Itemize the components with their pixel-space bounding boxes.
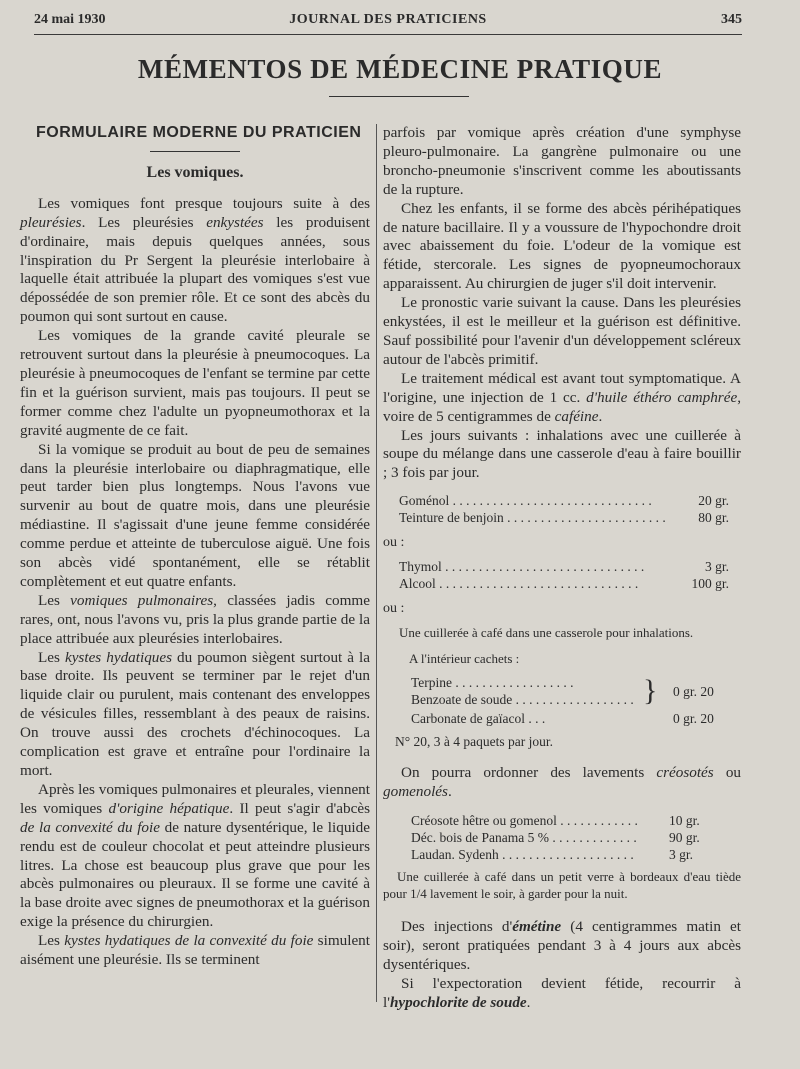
- prescription-line: Teinture de benjoin . . . 80 gr.: [399, 510, 741, 527]
- enema-line: Déc. bois de Panama 5 % . . . 90 gr.: [411, 829, 741, 846]
- title-rule: [329, 96, 469, 97]
- paragraph: Des injections d'émétine (4 centigrammes matin et soir), seront pratiquées pendant 3 à 4 jours aux abcès dysentériques.: [383, 918, 741, 973]
- paragraph: Chez les enfants, il se forme des abcès périhépatiques de nature bacillaire. Il y a voussure de l'hypochondre droit avec abaissement du foie. L'odeur de la vomique est fétide, stercorale. Les signes de pyopneumochoraux apparaissent. Au chirurgien de juger s'il doit intervenir.: [383, 199, 741, 293]
- enema-line: Laudan. Sydenh . . . 3 gr.: [411, 846, 741, 863]
- paragraph: Les vomiques font presque toujours suite à des pleurésies. Les pleurésies enkystées les produisent d'ordinaire, mais depuis quelques années, sous l'inspiration du Pr Sergent la pleurésie interlobaire à laquelle était attribuée la plupart des vomiques s'est vue dépossédée de son premier rôle. Et ce sont des abcès du poumon qui sont surtout en cause.: [20, 194, 370, 326]
- alternative-label: ou :: [383, 535, 405, 551]
- cachet-quantity: 0 gr. 20: [673, 684, 714, 700]
- enema-note: Une cuillerée à café dans un petit verre à bordeaux d'eau tiède pour 1/4 lavement le soir, à garder pour la nuit.: [383, 869, 741, 901]
- prescription-line: Goménol . . . 20 gr.: [399, 493, 741, 510]
- running-header: [34, 12, 742, 34]
- paragraph: Le traitement médical est avant tout symptomatique. A l'origine, une injection de 1 cc. d'huile éthéro camphrée, voire de 5 centigrammes de caféine.: [383, 369, 741, 425]
- section-title: FORMULAIRE MODERNE DU PRATICIEN: [36, 124, 362, 141]
- cachet-ingredient: Carbonate de gaïacol . . .: [411, 711, 546, 727]
- article-subtitle: Les vomiques.: [146, 163, 244, 181]
- section-rule: [150, 151, 240, 152]
- page-title: MÉMENTOS DE MÉDECINE PRATIQUE: [137, 54, 663, 84]
- dosage-note: N° 20, 3 à 4 paquets par jour.: [395, 734, 553, 750]
- cachet-quantity: 0 gr. 20: [673, 711, 714, 727]
- cachet-ingredient: Terpine . . .: [411, 674, 637, 691]
- prescription-line: Thymol . . . 3 gr.: [399, 559, 741, 576]
- paragraph: parfois par vomique après création d'une symphyse pleuro-pulmonaire. La gangrène pulmonaire ou une broncho-pneumonie s'inscrivent comme les aboutissants de la rupture.: [383, 124, 741, 198]
- cachets-heading: A l'intérieur cachets :: [409, 650, 520, 666]
- paragraph: Les kystes hydatiques du poumon siègent surtout à la base droite. Ils peuvent se terminer par le rejet d'un liquide clair ou purulent, mais contenant des enveloppes de vésicules filles, ressemblant à des peaux de raisins. On trouve aussi des crochets d'échinocoques. La complication est grave et entraîne pour l'ordinaire la mort.: [20, 648, 370, 779]
- right-column: [383, 124, 741, 1013]
- brace-symbol: }: [643, 674, 658, 708]
- paragraph: Si l'expectoration devient fétide, recourrir à l'hypochlorite de soude.: [383, 974, 741, 1011]
- paragraph: Si la vomique se produit au bout de peu de semaines dans la pleurésie interlobaire ou diaphragmatique, elle peut tarder bien plus longtemps. Nous l'avons vue survenir au bout de quatre mois, dans une pleurésie médiastine. Il s'agissait d'une jeune femme considérée comme perdue et atteinte de tuberculose aiguë. Une fois son abcès vidé spontanément, elle se rétablit complètement et eut quatre enfants.: [20, 440, 370, 590]
- journal-name: JOURNAL DES PRATICIENS: [289, 12, 487, 27]
- paragraph: Les vomiques de la grande cavité pleurale se retrouvent surtout dans la pleurésie à pneumocoques. La pleurésie à pneumocoques de l'enfant se termine par cette fin et la guérison survient, mais pas toujours. Il peut se former comme chez l'adulte un pyopneumothorax et la gravité augmente de ce fait.: [20, 327, 370, 439]
- header-rule: [34, 34, 742, 35]
- paragraph: Le pronostic varie suivant la cause. Dans les pleurésies enkystées, il est le meilleur et la guérison est définitive. Sauf possibilité pour l'avenir d'un développement scléreux autour de l'abcès primitif.: [383, 294, 741, 368]
- alternative-label: ou :: [383, 601, 405, 617]
- paragraph: Les jours suivants : inhalations avec une cuillerée à soupe du mélange dans une casserole d'eau à faire bouillir ; 3 fois par jour.: [383, 426, 741, 482]
- prescription-line: Alcool . . . 100 gr.: [399, 576, 741, 593]
- paragraph: Les kystes hydatiques de la convexité du foie simulent aisément une pleurésie. Ils se terminent: [20, 932, 370, 969]
- left-column: [20, 124, 370, 970]
- column-divider: [376, 124, 377, 1002]
- enema-line: Créosote hêtre ou gomenol . . . 10 gr.: [411, 812, 741, 829]
- paragraph: Après les vomiques pulmonaires et pleurales, viennent les vomiques d'origine hépatique. Il peut s'agir d'abcès de la convexité du foie de nature dysentérique, le liquide rendu est de couleur chocolat et peut atteindre plusieurs litres. La chose est beaucoup plus grave que pour les abcès pulmonaires ou pleuraux. Il se forme une cavité à la base droite avec signes de pneumothorax et la guérison exige la présence du chirurgien.: [20, 780, 371, 931]
- cachets-prescription: [411, 674, 741, 727]
- cachet-ingredient: Benzoate de soude . . .: [411, 691, 637, 708]
- usage-note: Une cuillerée à café dans une casserole pour inhalations.: [399, 625, 694, 641]
- paragraph: Les vomiques pulmonaires, classées jadis comme rares, ont, nous l'avons vu, pris la plus grande partie de la place attribuée aux pleurésies interlobaires.: [20, 591, 370, 647]
- issue-date: 24 mai 1930: [34, 12, 106, 27]
- page-number: 345: [721, 12, 742, 27]
- paragraph: On pourra ordonner des lavements créosotés ou gomenolés.: [383, 764, 742, 801]
